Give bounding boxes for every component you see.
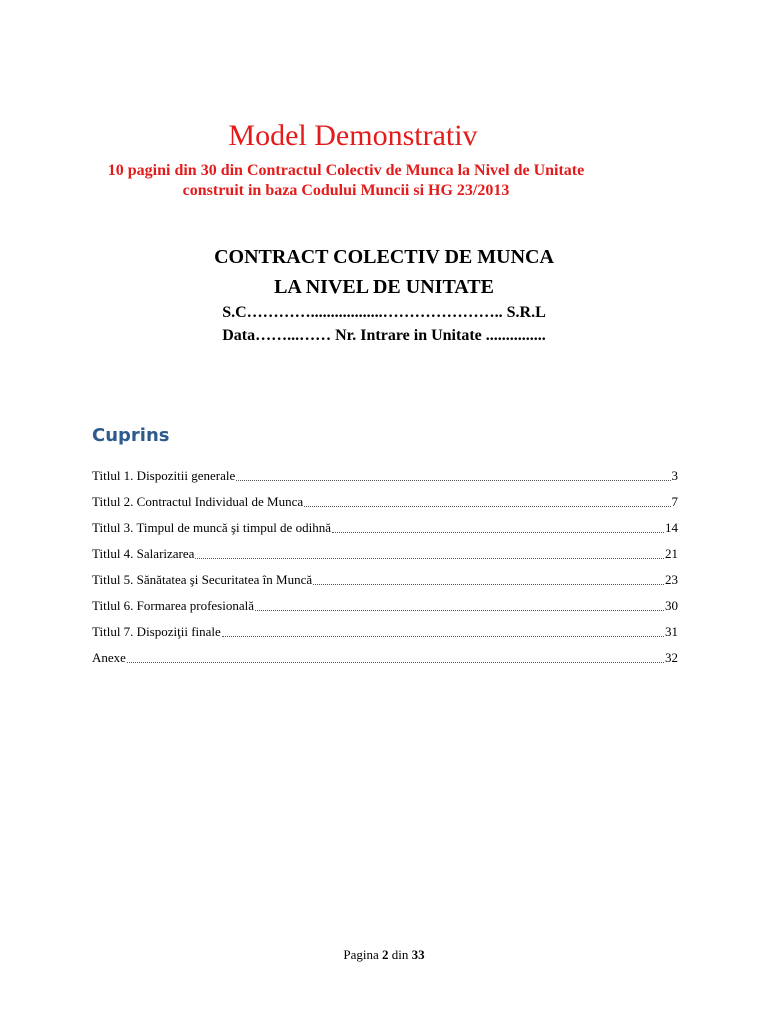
toc-leader-dots	[222, 625, 664, 637]
toc-entry[interactable]	[92, 570, 678, 596]
footer-current-page: 2	[382, 947, 389, 962]
demo-subtitle-line1: 10 pagini din 30 din Contractul Colectiv de Munca la Nivel de Unitate	[107, 162, 585, 179]
toc-entry-label: Titlul 3. Timpul de muncă şi timpul de odihnă	[92, 520, 331, 535]
date-registration-line: Data……...…… Nr. Intrare in Unitate ...............	[222, 327, 546, 344]
toc-entry[interactable]	[92, 466, 678, 492]
toc-leader-dots	[195, 547, 664, 559]
toc-entry-label: Anexe	[92, 650, 126, 665]
toc-entry-label: Titlul 1. Dispozitii generale	[92, 468, 236, 483]
company-name-line: S.C…………..................………………….. S.R.L	[222, 304, 546, 321]
toc-entry-page: 32	[665, 650, 678, 665]
toc-entry-page: 23	[665, 572, 678, 587]
toc-entry-page: 14	[665, 520, 678, 535]
toc-entry[interactable]	[92, 622, 678, 648]
toc-entry-page: 3	[671, 468, 678, 483]
toc-leader-dots	[332, 521, 664, 533]
toc-leader-dots	[304, 495, 670, 507]
toc-entry-label: Titlul 6. Formarea profesională	[92, 598, 254, 613]
demo-subtitle-line2: construit in baza Codului Muncii si HG 23/2013	[182, 182, 510, 199]
toc-leader-dots	[127, 651, 664, 663]
toc-entry-page: 7	[671, 494, 678, 509]
footer-total-pages: 33	[411, 947, 425, 962]
toc-leader-dots	[236, 469, 670, 481]
footer-middle: din	[391, 947, 409, 962]
toc-entry-page: 21	[665, 546, 678, 561]
page-footer	[0, 946, 768, 964]
toc-entry[interactable]	[92, 544, 678, 570]
toc-entry-label: Titlul 5. Sănătatea şi Securitatea în Muncă	[92, 572, 313, 587]
demo-title: Model Demonstrativ	[228, 119, 478, 152]
toc-entry[interactable]	[92, 648, 678, 674]
toc-entry-page: 30	[665, 598, 678, 613]
toc-entry-label: Titlul 2. Contractul Individual de Munca	[92, 494, 304, 509]
toc-entry[interactable]	[92, 596, 678, 622]
toc-leader-dots	[313, 573, 664, 585]
table-of-contents	[92, 466, 678, 674]
toc-leader-dots	[255, 599, 664, 611]
contract-title-line2: LA NIVEL DE UNITATE	[274, 276, 494, 298]
toc-entry-label: Titlul 7. Dispoziţii finale	[92, 624, 221, 639]
toc-entry-page: 31	[665, 624, 678, 639]
footer-prefix: Pagina	[343, 947, 379, 962]
contract-title-line1: CONTRACT COLECTIV DE MUNCA	[214, 246, 554, 268]
toc-entry-label: Titlul 4. Salarizarea	[92, 546, 195, 561]
toc-heading: Cuprins	[92, 425, 170, 446]
toc-entry[interactable]	[92, 518, 678, 544]
toc-entry[interactable]	[92, 492, 678, 518]
